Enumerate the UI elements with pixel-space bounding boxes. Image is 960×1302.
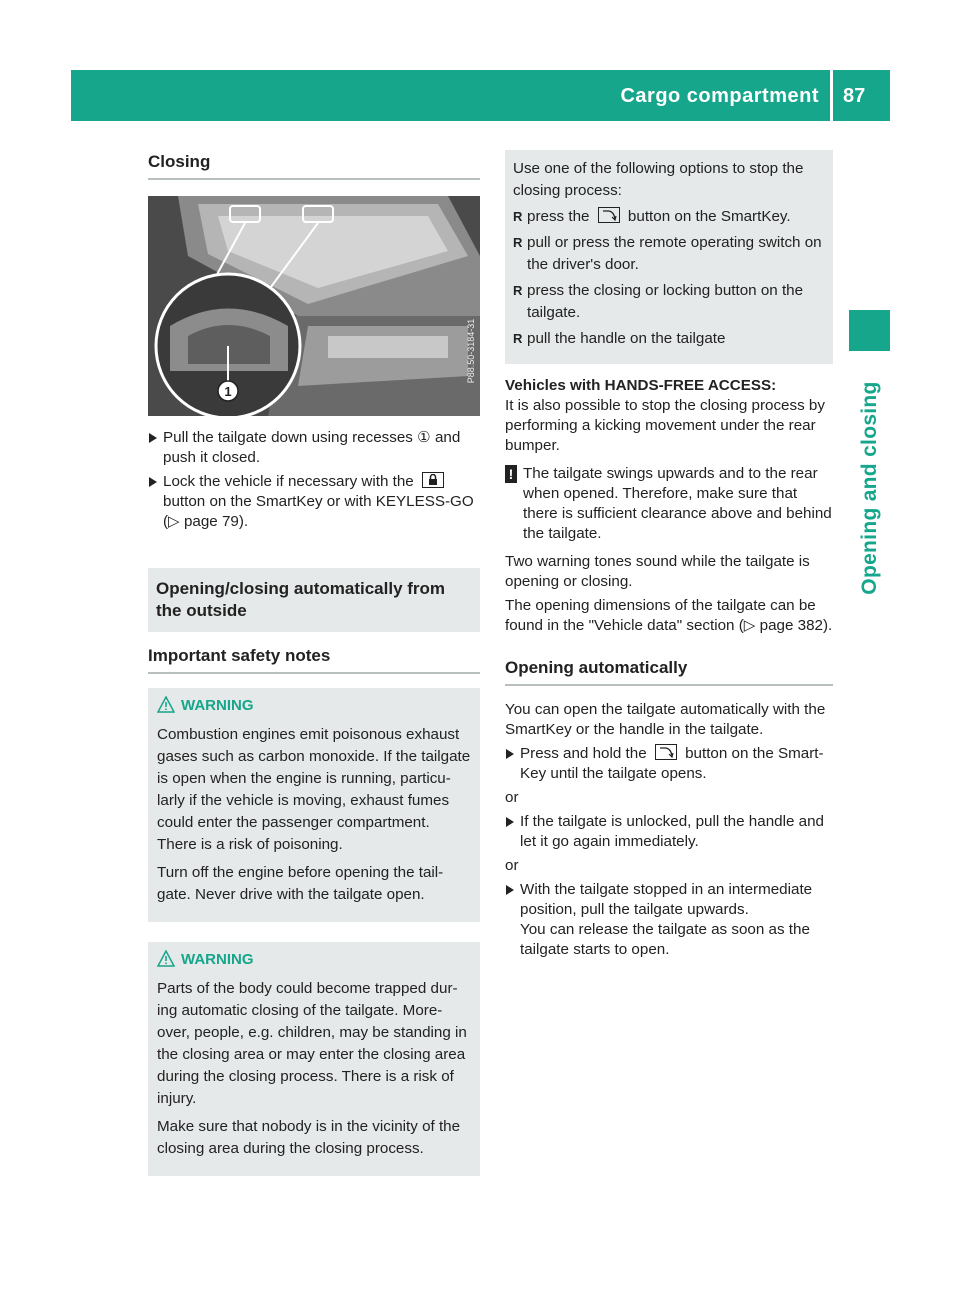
- handsfree-heading: Vehicles with HANDS-FREE ACCESS:: [505, 377, 777, 394]
- safety-notes-heading: Important safety notes: [148, 644, 480, 674]
- open-step: With the tailgate stopped in an intermediate position, pull the tailgate upwards.: [505, 880, 833, 920]
- warning-title: [157, 950, 472, 970]
- open-step: If the tailgate is unlocked, pull the handle and let it go again immediately.: [505, 812, 833, 852]
- step-text: Pull the tailgate down using recesses: [163, 429, 418, 446]
- warning-paragraph: Turn off the engine before opening the tail-gate. Never drive with the tailgate open.: [157, 864, 444, 903]
- stop-option: R pull the handle on the tailgate: [513, 328, 825, 350]
- stop-options-box: [505, 150, 833, 364]
- warning-paragraph: Make sure that nobody is in the vicinity of the closing area during the closing process.: [157, 1118, 461, 1157]
- right-column: [505, 150, 833, 960]
- handsfree-text: It is also possible to stop the closing process by performing a kicking movement under the rear bumper.: [505, 397, 825, 454]
- warning-box-exhaust: [148, 688, 480, 922]
- chapter-side-label: Opening and closing: [858, 381, 881, 595]
- stop-option: [513, 206, 825, 228]
- warning-triangle-icon: [157, 696, 175, 714]
- closing-steps: [148, 428, 480, 532]
- closing-heading: Closing: [148, 150, 480, 180]
- stop-intro: Use one of the following options to stop the closing process:: [513, 160, 804, 199]
- tailgate-key-icon: [598, 207, 620, 223]
- closing-step: [148, 428, 480, 468]
- tailgate-figure: [148, 196, 480, 416]
- warning-title-text: WARNING: [181, 697, 254, 714]
- option-text: press the: [527, 208, 594, 225]
- step-text: Lock the vehicle if necessary with the: [163, 473, 418, 490]
- page-number: 87: [843, 85, 866, 107]
- open-step-note: You can release the tailgate as soon as the tailgate starts to open.: [520, 921, 810, 958]
- step-text: and push it closed.: [163, 429, 461, 466]
- recess-callout-mark: ①: [417, 429, 431, 446]
- step-text: button on the SmartKey or with KEYLESS-GO (▷ page 79).: [163, 493, 474, 530]
- opening-automatically-heading: Opening automatically: [505, 656, 833, 686]
- left-column: [148, 150, 480, 1176]
- chapter-tab-marker: [849, 310, 890, 351]
- tailgate-illustration: [148, 196, 480, 416]
- step-text: Press and hold the: [520, 745, 651, 762]
- caution-mark-icon: !: [505, 465, 517, 483]
- warning-box-trapping: [148, 942, 480, 1176]
- tailgate-key-icon: [655, 744, 677, 760]
- auto-section-banner: [148, 568, 480, 632]
- warning-triangle-icon: [157, 950, 175, 968]
- caution-note-text: The tailgate swings upwards and to the rear when opened. Therefore, make sure that there is sufficient clearance above and behind the tailgate.: [523, 465, 832, 542]
- open-intro: You can open the tailgate automatically with the SmartKey or the handle in the tailgate.: [505, 701, 826, 738]
- open-step: [505, 744, 833, 784]
- auto-section-heading: Opening/closing automatically from the outside: [156, 579, 446, 620]
- warning-paragraph: Parts of the body could become trapped dur-ing automatic closing of the tailgate. More-over, people, e.g. children, may be standing in the closing area or may enter the closing area during the closing process. There is a risk of injury.: [157, 980, 467, 1107]
- warning-paragraph: Combustion engines emit poisonous exhaust gases such as carbon monoxide. If the tailgate is open when the engine is running, particu-larly if the vehicle is moving, exhaust fumes could enter the passenger compartment. There is a risk of poisoning.: [157, 726, 471, 853]
- dimensions-text: The opening dimensions of the tailgate can be found in the "Vehicle data" section (▷ page 382).: [505, 597, 833, 634]
- or-separator: or: [505, 857, 519, 874]
- page-header: [71, 70, 890, 121]
- lock-icon: [422, 472, 444, 488]
- warning-title: [157, 696, 472, 716]
- caution-note: [505, 464, 833, 544]
- chapter-section-title: Cargo compartment: [620, 85, 819, 107]
- figure-code: [465, 296, 477, 406]
- warning-title-text: WARNING: [181, 951, 254, 968]
- stop-option: R press the closing or locking button on the tailgate.: [513, 280, 825, 324]
- closing-step: [148, 472, 480, 532]
- option-text: button on the SmartKey.: [623, 208, 791, 225]
- or-separator: or: [505, 789, 519, 806]
- tones-text: Two warning tones sound while the tailgate is opening or closing.: [505, 553, 810, 590]
- figure-callout-1: 1: [224, 384, 232, 399]
- stop-option: R pull or press the remote operating switch on the driver's door.: [513, 232, 825, 276]
- header-divider: [830, 70, 833, 121]
- step-text: button on the Smart-Key until the tailgate opens.: [520, 745, 824, 782]
- figure-code-text: P88.50-3184-31: [466, 318, 476, 384]
